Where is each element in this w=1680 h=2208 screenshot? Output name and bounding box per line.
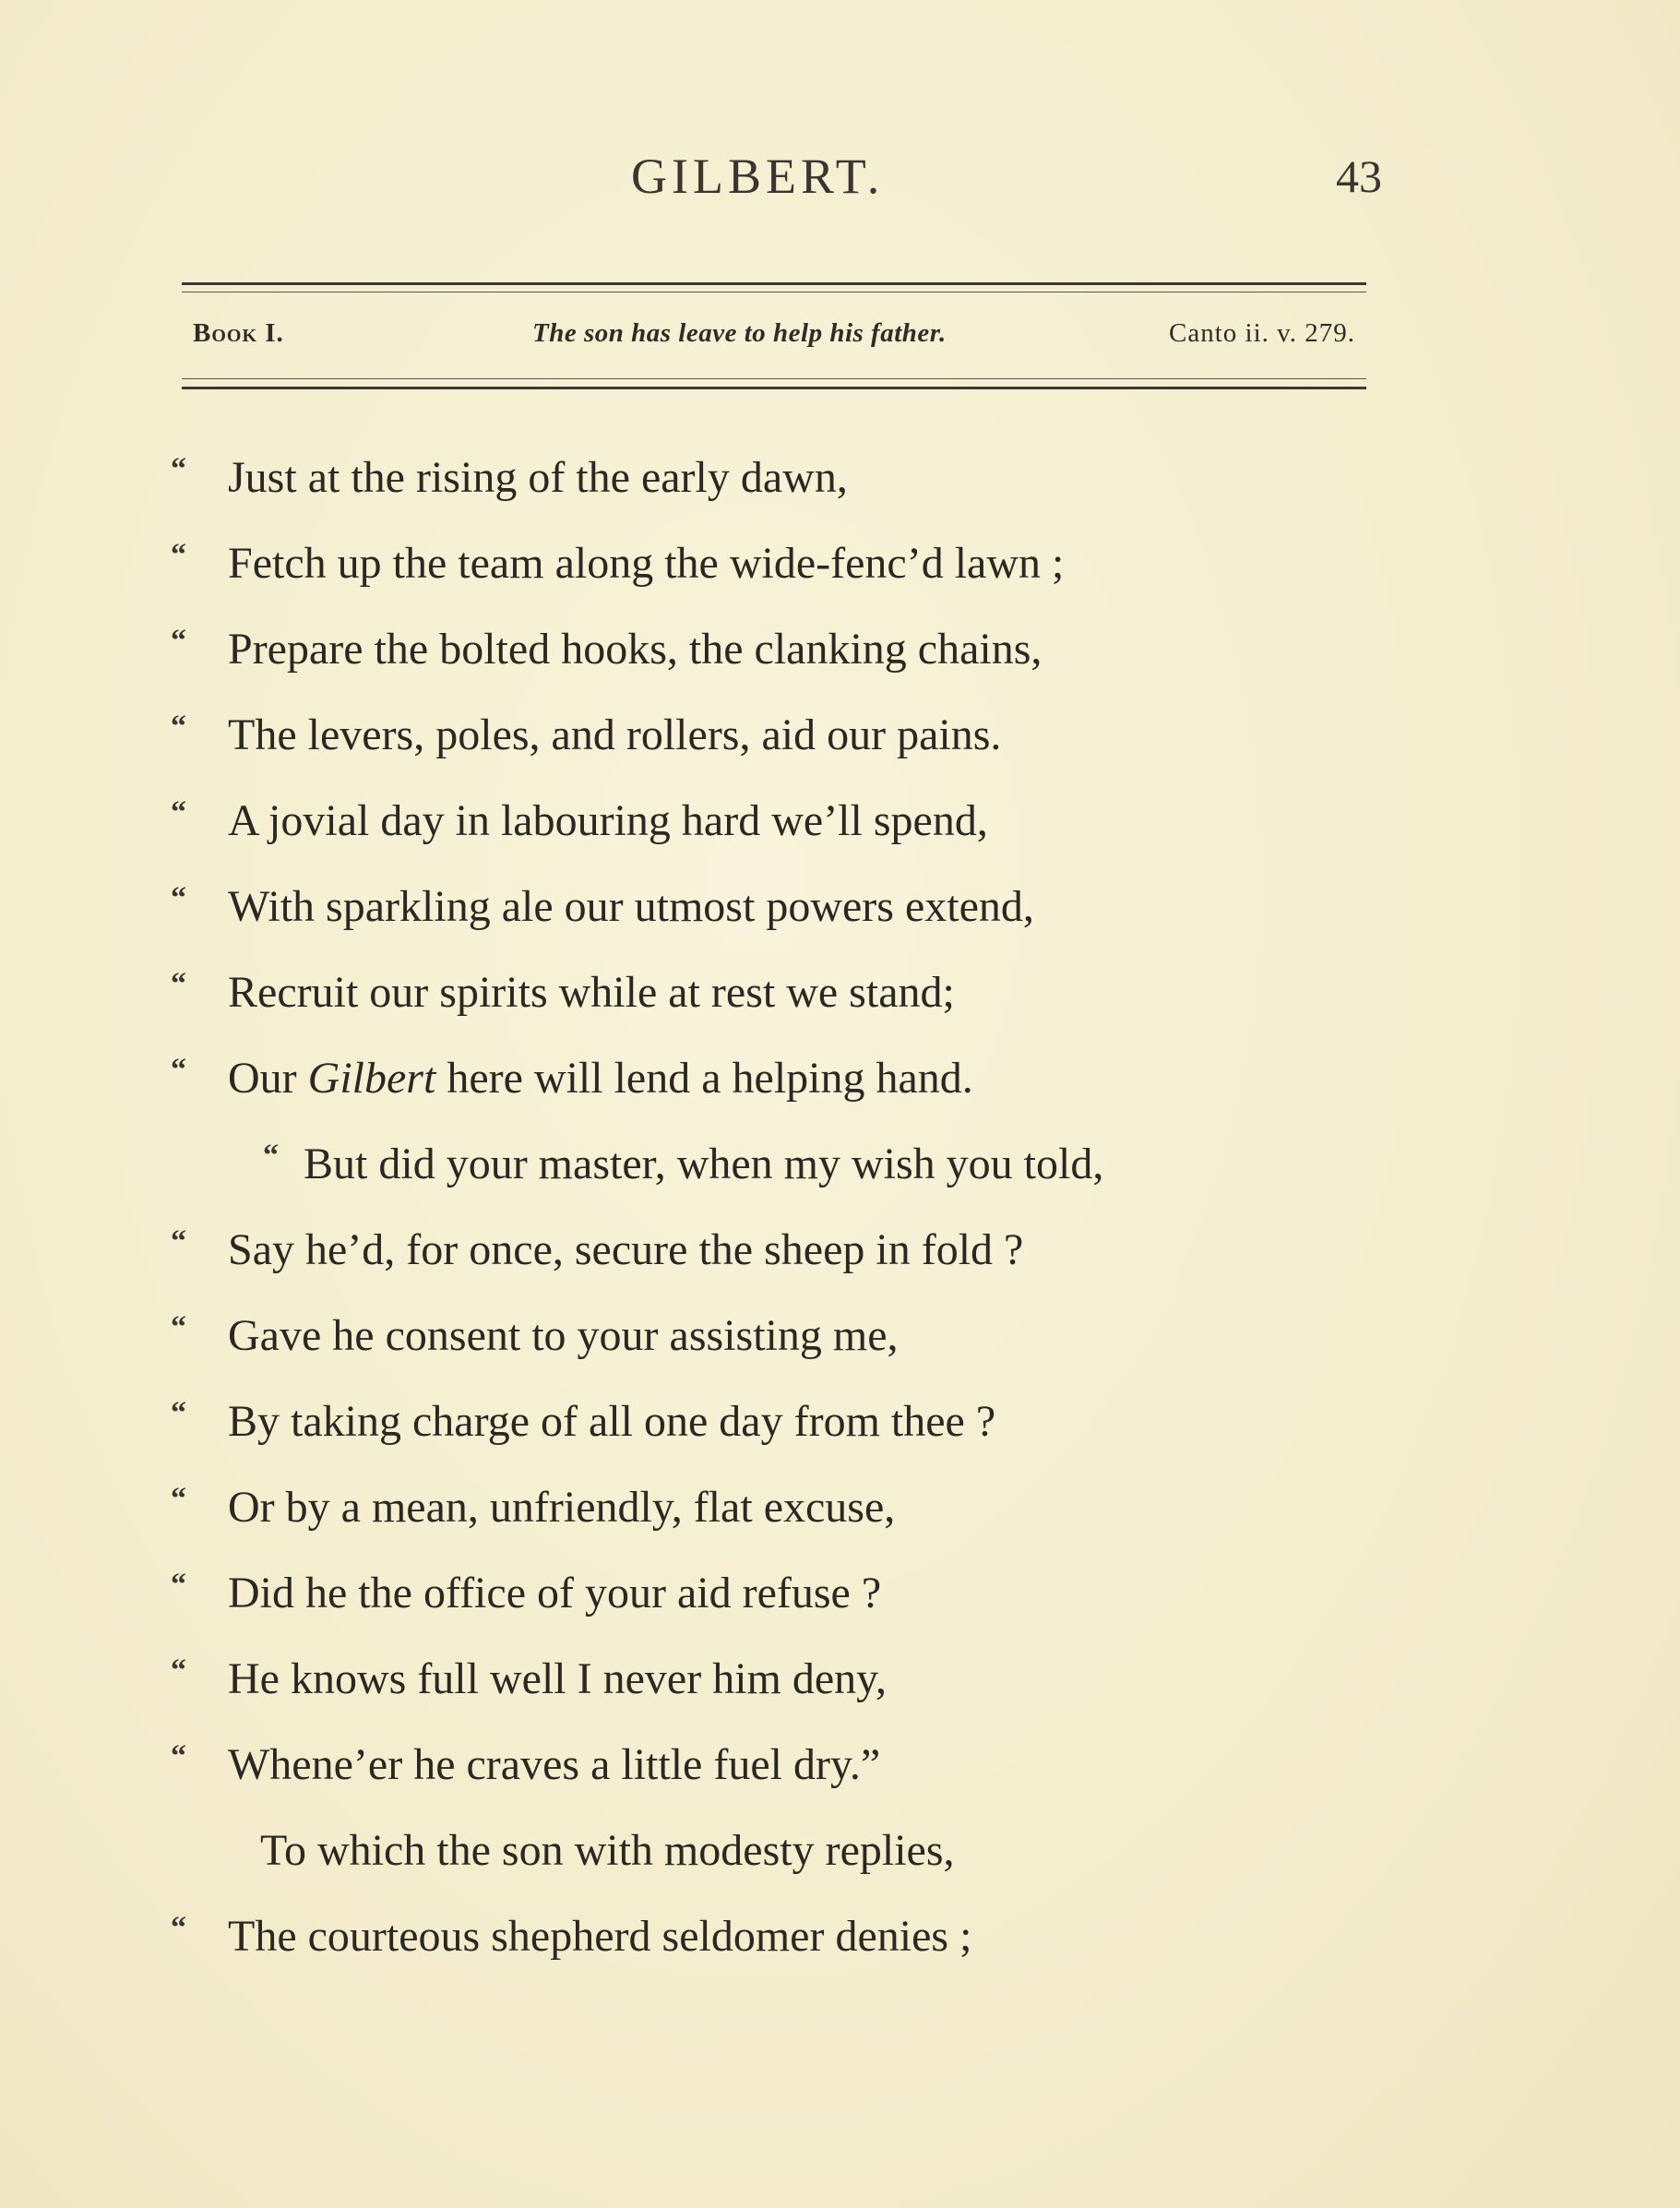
verse-line: “ Fetch up the team along the wide-fenc’d lawn ; bbox=[171, 538, 1065, 588]
verse-line: “ Or by a mean, unfriendly, flat excuse, bbox=[171, 1482, 896, 1532]
verse-line: “ Say he’d, for once, secure the sheep in fold ? bbox=[171, 1224, 1024, 1274]
page-number: 43 bbox=[1336, 150, 1382, 202]
verse-line: “ Gave he consent to your assisting me, bbox=[171, 1310, 899, 1360]
section-summary: The son has leave to help his father. bbox=[532, 318, 947, 348]
verse-line: “ Whene’er he craves a little fuel dry.” bbox=[171, 1739, 881, 1789]
running-title: GILBERT. bbox=[631, 149, 885, 204]
verse-line: “ The courteous shepherd seldomer denies ; bbox=[171, 1911, 972, 1961]
section-subhead bbox=[182, 318, 1366, 355]
top-rule bbox=[182, 282, 1366, 285]
verse-line: “ The levers, poles, and rollers, aid our pains. bbox=[171, 710, 1002, 759]
running-head bbox=[0, 148, 1680, 212]
name-gilbert-italic: Gilbert bbox=[307, 1054, 436, 1103]
verse-line: “ Did he the office of your aid refuse ? bbox=[171, 1568, 882, 1617]
verse-line: “ Recruit our spirits while at rest we stand; bbox=[171, 967, 955, 1017]
verse-line: “ Our Gilbert here will lend a helping hand. bbox=[171, 1053, 973, 1103]
verse-line: “ Prepare the bolted hooks, the clanking chains, bbox=[171, 624, 1043, 674]
bottom-rule-thin bbox=[182, 378, 1366, 379]
bottom-rule bbox=[182, 387, 1366, 389]
verse-line: “ Just at the rising of the early dawn, bbox=[171, 452, 848, 502]
verse-line: “ But did your master, when my wish you told, bbox=[263, 1139, 1104, 1188]
verse-line: “ He knows full well I never him deny, bbox=[171, 1653, 888, 1703]
verse-line: “ A jovial day in labouring hard we’ll spend, bbox=[171, 795, 988, 845]
verse-line: “ With sparkling ale our utmost powers extend, bbox=[171, 881, 1034, 931]
verse-line: “ By taking charge of all one day from thee ? bbox=[171, 1396, 996, 1446]
verse-line: To which the son with modesty replies, bbox=[260, 1826, 955, 1875]
book-label: Book I. bbox=[193, 318, 284, 348]
canto-reference: Canto ii. v. 279. bbox=[1168, 318, 1355, 348]
